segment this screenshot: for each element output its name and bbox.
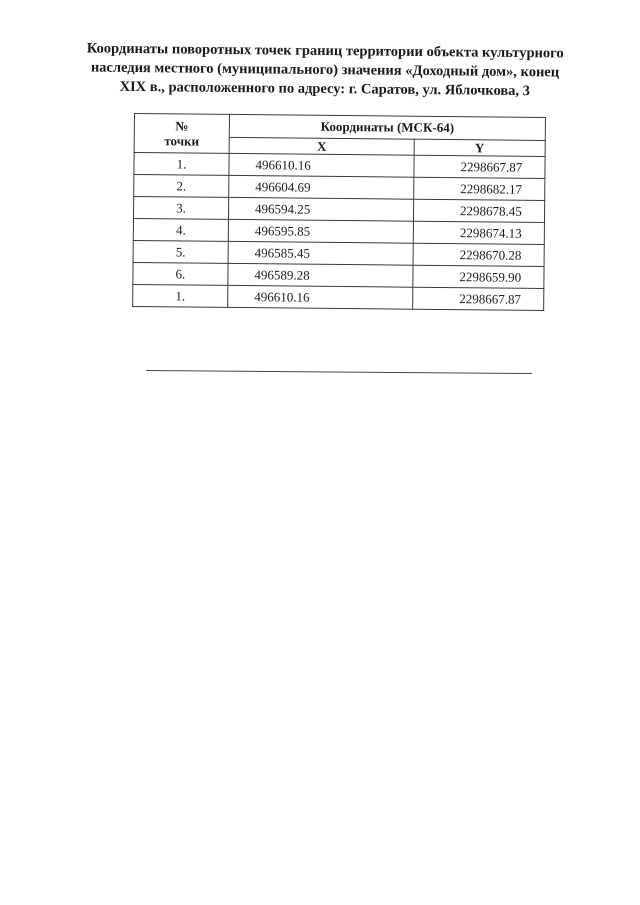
document-title: [80, 39, 571, 101]
y-coordinate-cell: 2298678.45: [413, 199, 544, 222]
x-column-header: X: [229, 137, 414, 155]
y-coordinate-cell: 2298670.28: [413, 243, 544, 266]
title-line-1: Координаты поворотных точек границ территории объекта культурного: [86, 40, 564, 62]
y-coordinate-cell: 2298682.17: [414, 177, 545, 200]
point-number-cell: 2.: [134, 175, 229, 198]
y-coordinate-cell: 2298659.90: [413, 265, 544, 288]
point-number-cell: 4.: [133, 218, 228, 241]
coordinates-header: Координаты (МСК-64): [229, 114, 545, 140]
x-coordinate-cell: 496595.85: [228, 219, 413, 243]
point-number-cell: 5.: [133, 240, 228, 263]
coordinates-table: [132, 113, 546, 311]
x-coordinate-cell: 496604.69: [229, 175, 414, 199]
point-number-cell: 6.: [133, 262, 228, 285]
x-coordinate-cell: 496610.16: [228, 285, 413, 309]
point-number-header-line1: №: [175, 118, 189, 134]
y-coordinate-cell: 2298667.87: [413, 287, 544, 310]
title-line-2: наследия местного (муниципального) значения «Доходный дом», конец: [90, 59, 560, 81]
table-row: [133, 284, 544, 310]
x-coordinate-cell: 496585.45: [228, 241, 413, 265]
point-number-header: [134, 114, 229, 154]
point-number-cell: 3.: [133, 197, 228, 220]
x-coordinate-cell: 496589.28: [228, 263, 413, 287]
x-coordinate-cell: 496594.25: [228, 197, 413, 221]
y-coordinate-cell: 2298674.13: [413, 221, 544, 244]
y-coordinate-cell: 2298667.87: [414, 155, 545, 178]
x-coordinate-cell: 496610.16: [229, 153, 414, 177]
point-number-cell: 1.: [134, 153, 229, 176]
horizontal-divider: [146, 370, 532, 374]
point-number-cell: 1.: [133, 284, 228, 307]
title-line-3: XIX в., расположенного по адресу: г. Саратов, ул. Яблочкова, 3: [119, 78, 531, 100]
point-number-header-line2: точки: [164, 133, 200, 149]
y-column-header: Y: [414, 139, 545, 157]
